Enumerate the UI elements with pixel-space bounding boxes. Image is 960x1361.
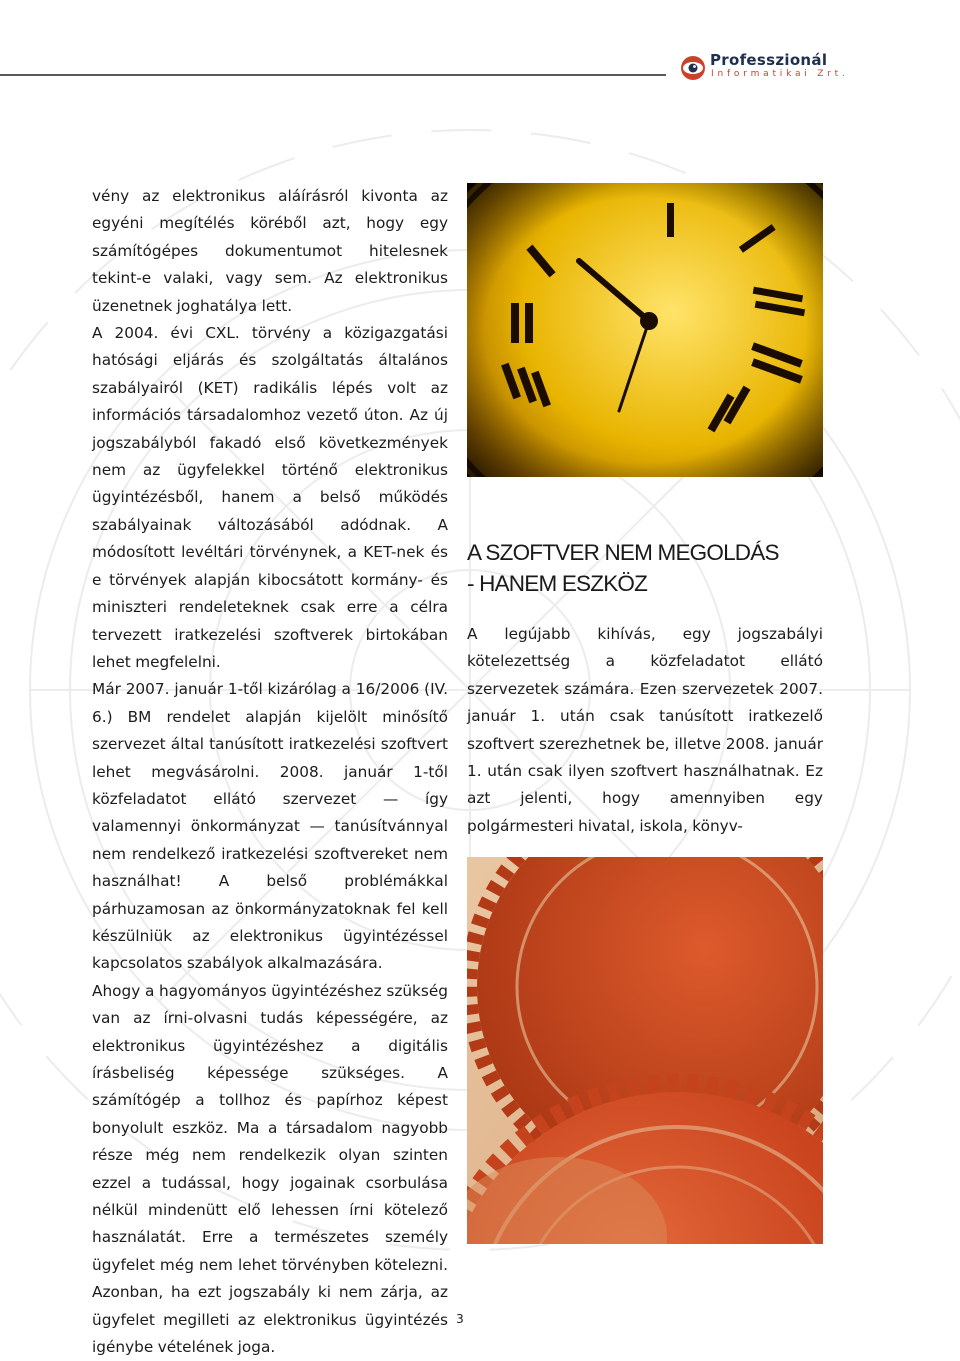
page-number: 3: [456, 1312, 464, 1326]
section-heading: [467, 537, 827, 599]
logo-name: Professzionál: [710, 51, 828, 69]
section-heading-line-2: - HANEM ESZKÖZ: [467, 571, 648, 596]
company-logo: [680, 52, 950, 84]
clock-image: [467, 183, 823, 477]
left-paragraph-2: A 2004. évi CXL. törvény a közigazgatási hatósági eljárás és szolgáltatás általános szabályairól (KET) radikális lépés volt az információs társadalomhoz vezető úton. Az új jogszabályból fakadó első következmények nem az ügyfelekkel történő elektronikus ügyintézésből, hanem a belső működés szabályainak változásából adódnak. A módosított levéltári törvénynek, a KET-nek és e törvények alapján kibocsátott kormány- és miniszteri rendeleteknek csak erre a célra tervezett iratkezelési szoftverek birtokában lehet megfelelni.: [92, 324, 448, 671]
left-paragraph-1: vény az elektronikus aláírásról kivonta az egyéni megítélés köréből azt, hogy egy számítógépes dokumentumot hitelesnek tekint-e valaki, vagy sem. Az elektronikus üzenetnek joghatálya lett.: [92, 187, 448, 315]
section-heading-line-1: A SZOFTVER NEM MEGOLDÁS: [467, 540, 779, 565]
left-paragraph-3: Már 2007. január 1-től kizárólag a 16/2006 (IV. 6.) BM rendelet alapján kijelölt minősítő szervezet által tanúsított iratkezelési szoftvert lehet megvásárolni. 2008. január 1-től közfeladatot ellátó szervezet — így valamennyi önkormányzat — tanúsítvánnyal nem rendelkező iratkezelési szoftvereket nem használhat! A belső problémákkal párhuzamosan az önkormányzatoknak fel kell készülniük az elektronikus ügyintézéssel kapcsolatos szabályok alkalmazására.: [92, 680, 448, 973]
left-column: [92, 183, 448, 1361]
right-column: [467, 621, 823, 840]
right-paragraph: A legújabb kihívás, egy jogszabályi kötelezettség a közfeladatot ellátó szervezetek számára. Ezen szervezetek 2007. január 1. után csak tanúsított iratkezelő szoftvert szerezhetnek be, illetve 2008. január 1. után csak ilyen szoftvert használhatnak. Ez azt jelenti, hogy amennyiben egy polgármesteri hivatal, iskola, könyv-: [467, 625, 823, 835]
logo-subtitle: Informatikai Zrt.: [711, 69, 849, 79]
gears-image: [467, 857, 823, 1244]
header-rule: [0, 74, 666, 76]
logo-eye-icon: [680, 55, 706, 81]
left-paragraph-4: Ahogy a hagyományos ügyintézéshez szükség van az írni-olvasni tudás képességére, az elektronikus ügyintézéshez a digitális írásbeliség képessége szükséges. A számítógép a tollhoz és papírhoz képest bonyolult eszköz. Ma a társadalom nagyobb része még nem rendelkezik olyan szinten ezzel a tudással, hogy jogainak csorbulása nélkül mindenütt elő lehessen írni kötelező használatát. Erre a természetes személy ügyfelet még nem lehet törvényben kötelezni. Azonban, ha ezt jogszabály ki nem zárja, az ügyfelet megilleti az elektronikus ügyintézés igénybe vételének joga.: [92, 981, 448, 1357]
